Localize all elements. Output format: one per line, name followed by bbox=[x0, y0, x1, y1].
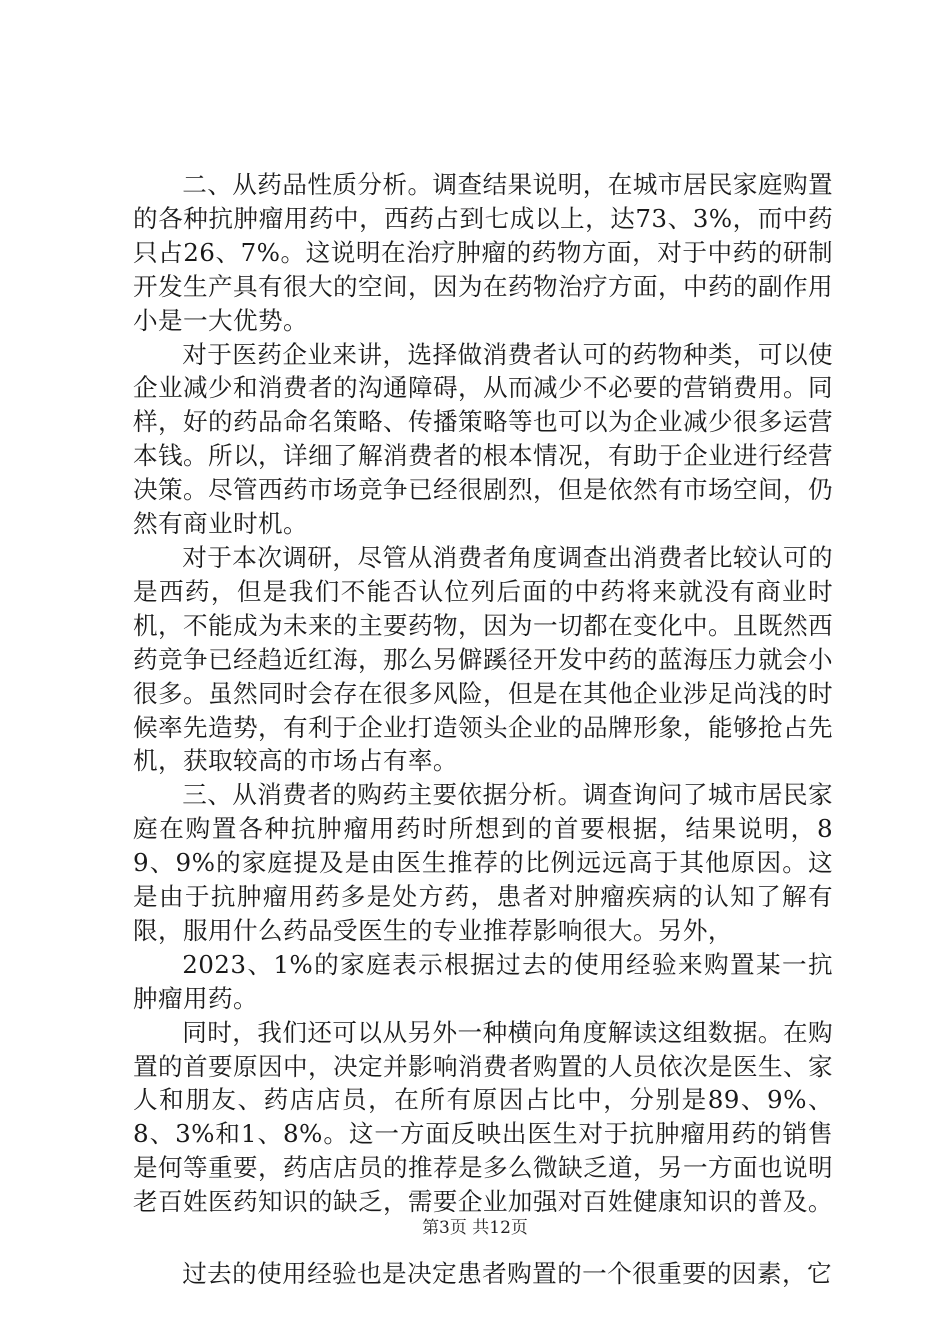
paragraph-enterprise: 对于医药企业来讲，选择做消费者认可的药物种类，可以使企业减少和消费者的沟通障碍，从而减少不必要的营销费用。同样，好的药品命名策略、传播策略等也可以为企业减少很多运营本钱。所以，详细了解消费者的根本情况，有助于企业进行经营决策。尽管西药市场竞争已经很剧烈，但是依然有市场空间，仍然有商业时机。 bbox=[133, 339, 833, 539]
paragraph-research: 对于本次调研，尽管从消费者角度调查出消费者比较认可的是西药，但是我们不能否认位列后面的中药将来就没有商业时机，不能成为未来的主要药物，因为一切都在变化中。且既然西药竞争已经趋近红海，那么另僻蹊径开发中药的蓝海压力就会小很多。虽然同时会存在很多风险，但是在其他企业涉足尚浅的时候率先造势，有利于企业打造领头企业的品牌形象，能够抢占先机，获取较高的市场占有率。 bbox=[133, 542, 833, 776]
paragraph-experience-share: 2023、1%的家庭表示根据过去的使用经验来购置某一抗肿瘤用药。 bbox=[133, 949, 833, 1013]
paragraph-purchase-basis: 三、从消费者的购药主要依据分析。调查询问了城市居民家庭在购置各种抗肿瘤用药时所想到的首要根据，结果说明，89、9%的家庭提及是由医生推荐的比例远远高于其他原因。这是由于抗肿瘤用药多是处方药，患者对肿瘤疾病的认知了解有限，服用什么药品受医生的专业推荐影响很大。另外， bbox=[133, 780, 833, 945]
paragraph-past-experience: 过去的使用经验也是决定患者购置的一个很重要的因素，它 bbox=[182, 1259, 833, 1289]
paragraph-drug-nature: 二、从药品性质分析。调查结果说明，在城市居民家庭购置的各种抗肿瘤用药中，西药占到七成以上，达73、3%，而中药只占26、7%。这说明在治疗肿瘤的药物方面，对于中药的研制开发生产具有很大的空间，因为在药物治疗方面，中药的副作用小是一大优势。 bbox=[133, 170, 833, 335]
page-number-footer: 第3页 共12页 bbox=[422, 1218, 528, 1238]
paragraph-horizontal-view: 同时，我们还可以从另外一种横向角度解读这组数据。在购置的首要原因中，决定并影响消费者购置的人员依次是医生、家人和朋友、药店店员，在所有原因占比中，分别是89、9%、8、3%和1、8%。这一方面反映出医生对于抗肿瘤用药的销售是何等重要，药店店员的推荐是多么微缺乏道，另一方面也说明老百姓医药知识的缺乏，需要企业加强对百姓健康知识的普及。 bbox=[133, 1017, 833, 1217]
document-body bbox=[133, 168, 833, 1291]
